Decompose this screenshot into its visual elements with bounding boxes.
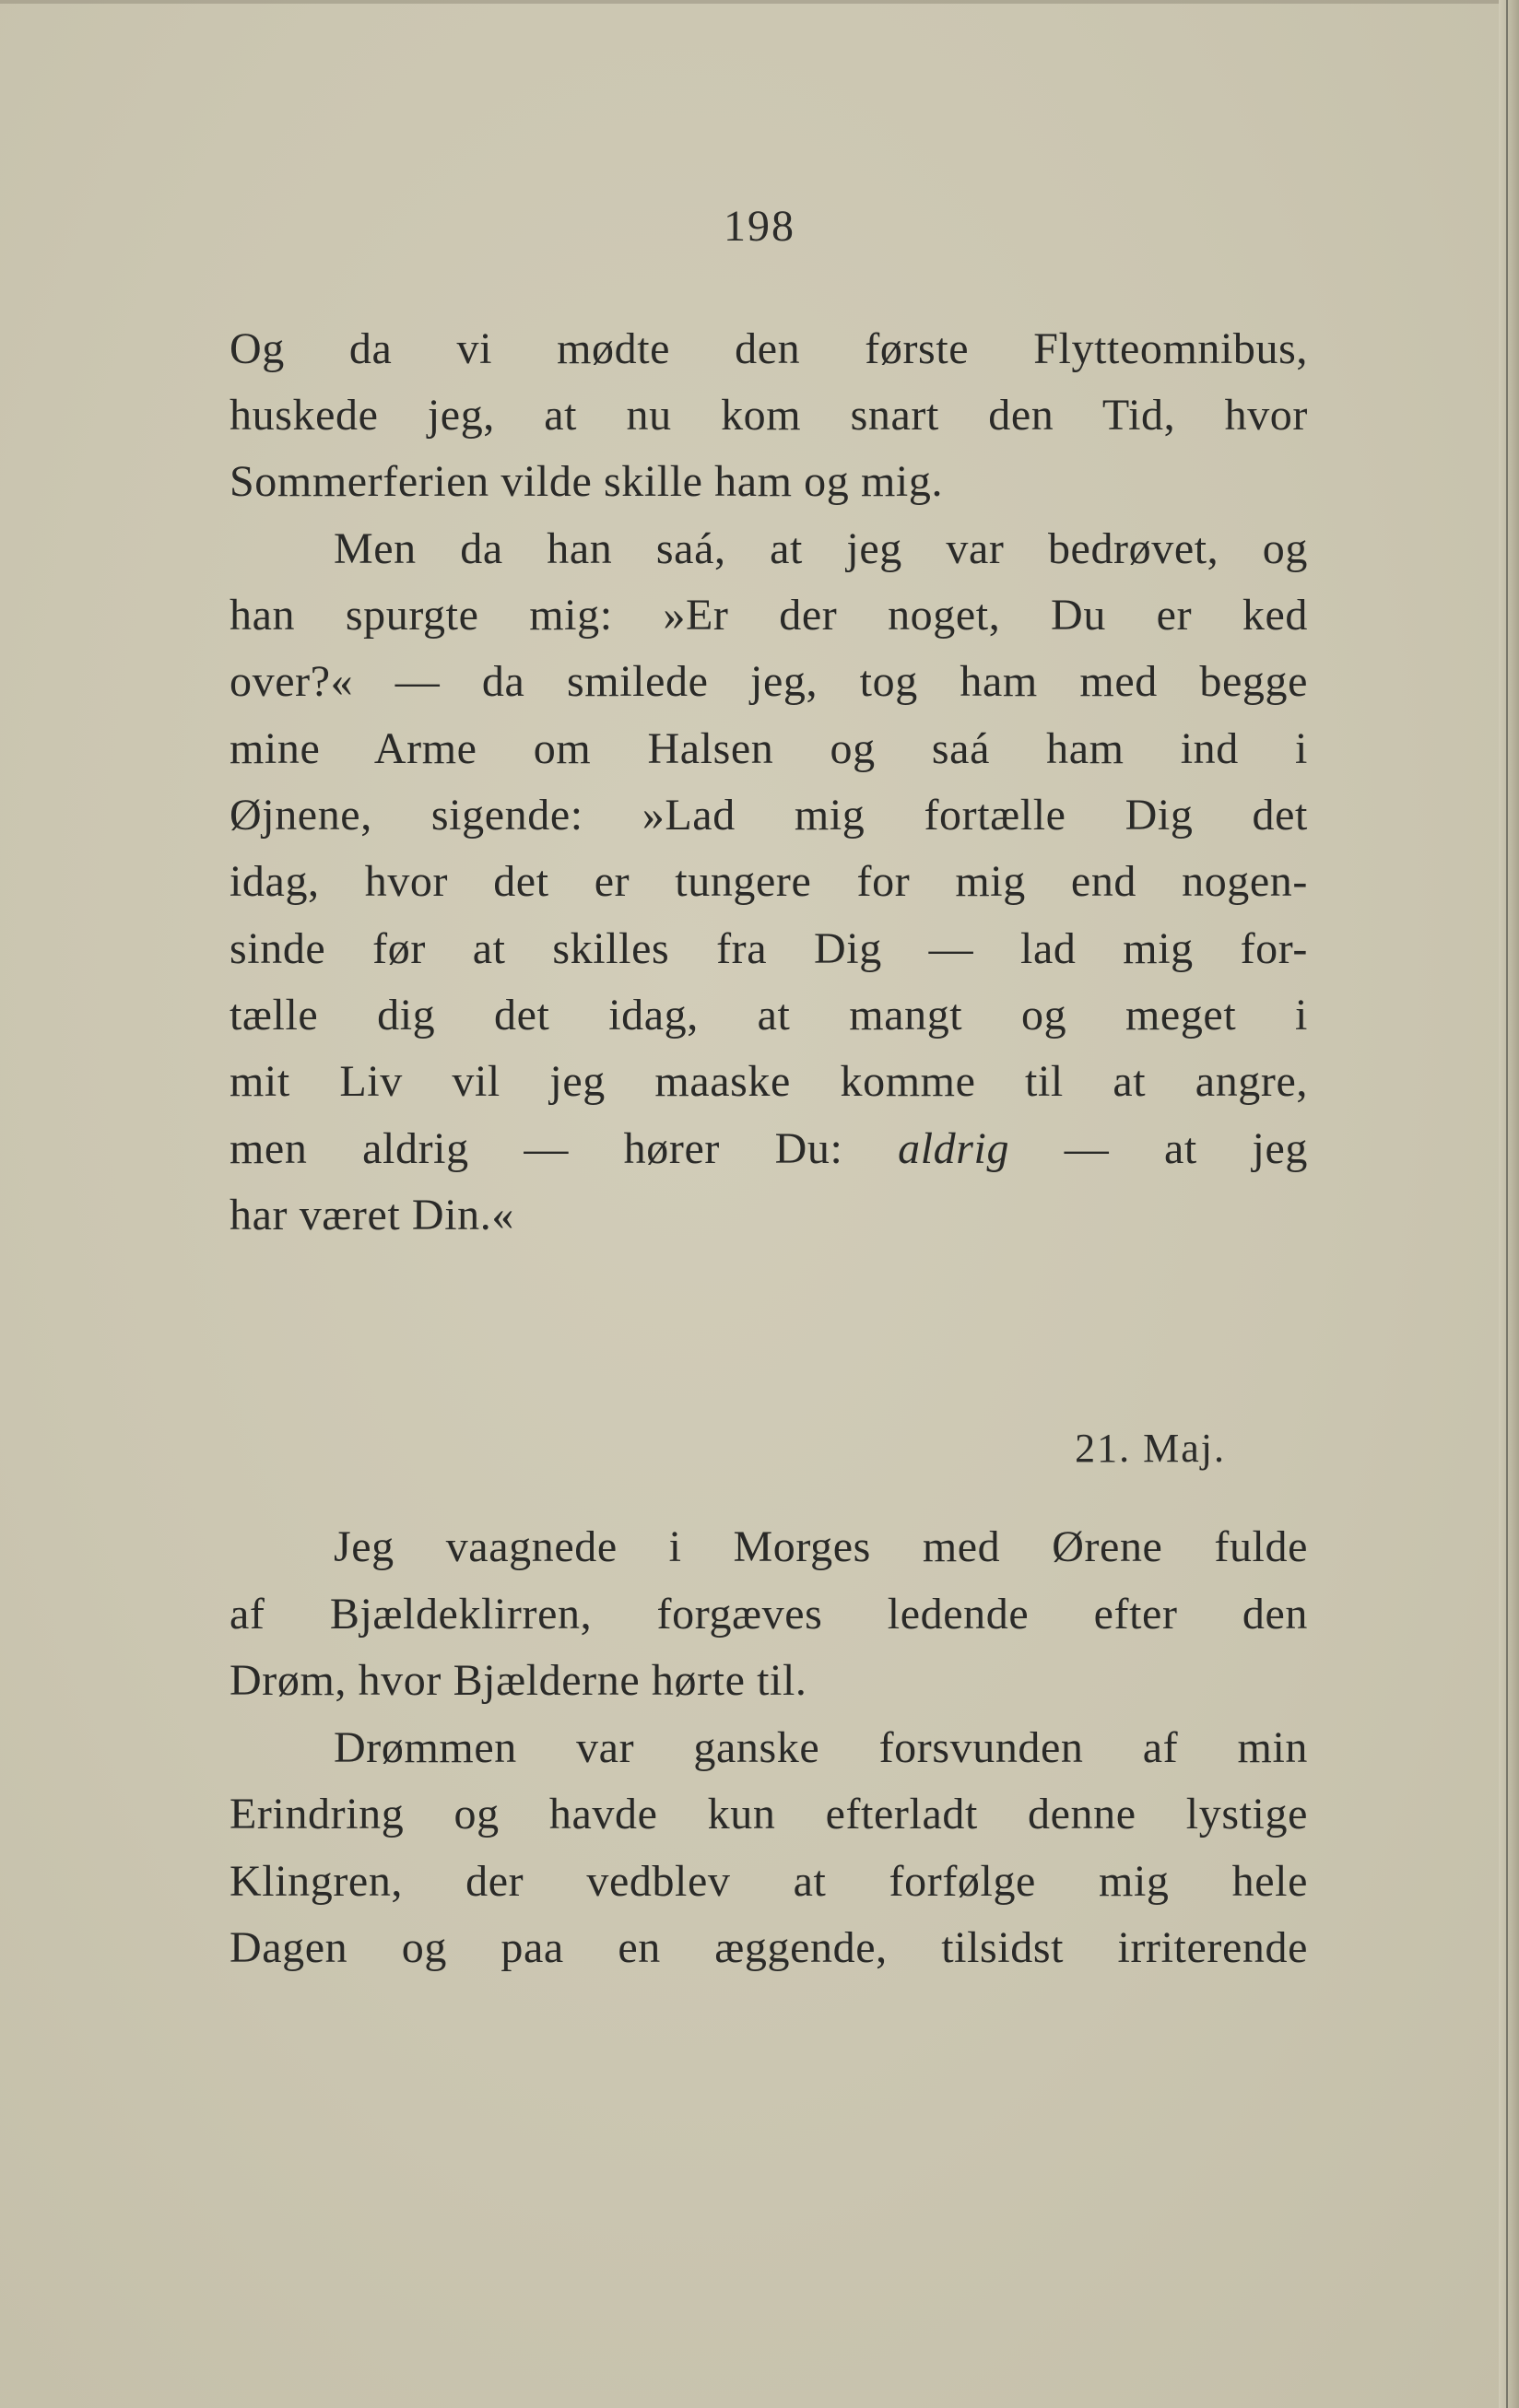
text-line: mine Arme om Halsen og saá ham ind i — [230, 724, 1308, 773]
text-line: idag, hvor det er tungere for mig end nogen- — [230, 857, 1308, 906]
text-line: han spurgte mig: »Er der noget, Du er ked — [230, 591, 1308, 640]
text-line: Drøm, hvor Bjælderne hørte til. — [230, 1656, 807, 1705]
text-line: Erindring og havde kun efterladt denne lystige — [230, 1790, 1308, 1838]
text-line: Klingren, der vedblev at forfølge mig hele — [230, 1857, 1308, 1906]
text-line: har været Din.« — [230, 1191, 514, 1239]
text-line: tælle dig det idag, at mangt og meget i — [230, 991, 1308, 1040]
text-segment: — at jeg — [1009, 1124, 1308, 1173]
text-line: mit Liv vil jeg maaske komme til at angre, — [230, 1057, 1308, 1106]
paragraph-start-line: Jeg vaagnede i Morges med Ørene fulde — [334, 1522, 1308, 1571]
text-line: huskede jeg, at nu kom snart den Tid, hvor — [230, 391, 1308, 440]
paragraph-start-line: Men da han saá, at jeg var bedrøvet, og — [334, 524, 1308, 573]
text-line: af Bjældeklirren, forgæves ledende efter den — [230, 1590, 1308, 1639]
text-line-with-emphasis — [230, 1116, 1308, 1182]
page-number: 198 — [724, 202, 795, 251]
paragraph-start-line: Drømmen var ganske forsvunden af min — [334, 1723, 1308, 1772]
page-top-edge — [0, 0, 1519, 4]
date-heading: 21. Maj. — [1075, 1426, 1226, 1471]
text-line: Dagen og paa en æggende, tilsidst irriterende — [230, 1923, 1308, 1972]
text-line: sinde før at skilles fra Dig — lad mig for- — [230, 924, 1308, 973]
binding-line — [1506, 0, 1508, 2408]
text-line: Øjnene, sigende: »Lad mig fortælle Dig det — [230, 791, 1308, 840]
page-right-edge — [1499, 0, 1519, 2408]
text-line: Sommerferien vilde skille ham og mig. — [230, 457, 944, 506]
emphasized-word: aldrig — [898, 1124, 1010, 1173]
text-line: over?« — da smilede jeg, tog ham med begge — [230, 657, 1308, 706]
text-segment: men aldrig — hører Du: — [230, 1124, 899, 1173]
text-line: Og da vi mødte den første Flytteomnibus, — [230, 324, 1308, 373]
